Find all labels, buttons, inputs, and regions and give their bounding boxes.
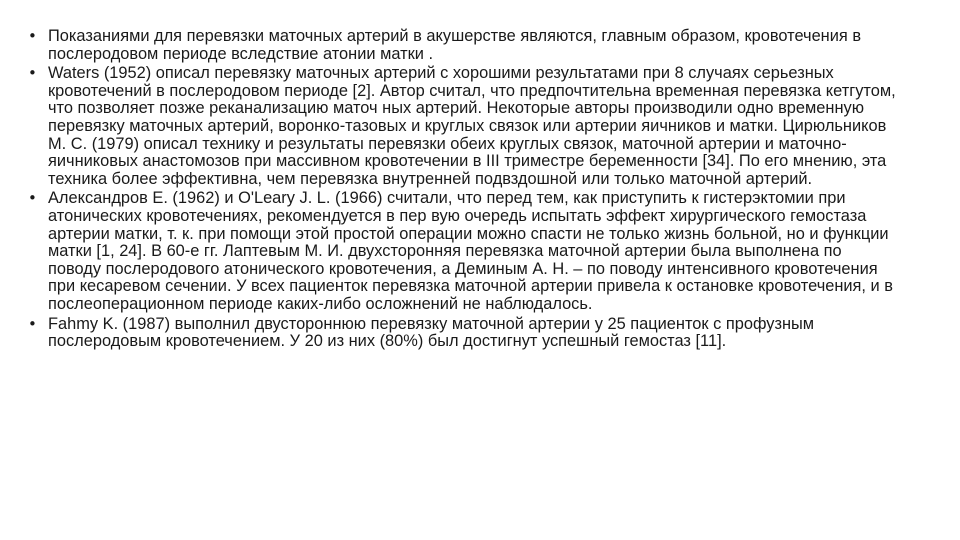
bullet-item-indications	[28, 28, 898, 63]
bullet-dot-icon: •	[28, 189, 37, 208]
bullet-text: Александров Е. (1962) и O'Leary J. L. (1966) считали, что перед тем, как приступить к гистерэктомии при атонических кровотечениях, рекомендуется в пер вую очередь испытать эффект хирургического гемостаза артерии матки, т. к. при помощи этой простой операции можно спасти не только жизнь больной, но и функции матки [1, 24]. В 60-е гг. Лаптевым М. И. двухсторонняя перевязка маточной артерии была выполнена по поводу послеродового атонического кровотечения, а Деминым А. Н. – по поводу интенсивного кровотечения при кесаревом сечении. У всех пациенток перевязка маточной артерии привела к остановке кровотечения, и в послеоперационном периоде каких-либо осложнений не наблюдалось.	[48, 189, 893, 313]
bullet-text: Показаниями для перевязки маточных артерий в акушерстве являются, главным образом, кровотечения в послеродовом периоде вследствие атонии матки .	[48, 27, 862, 63]
bullet-list	[28, 28, 898, 353]
bullet-dot-icon: •	[28, 314, 37, 333]
bullet-item-alexandrov	[28, 190, 898, 313]
bullet-text: Waters (1952) описал перевязку маточных артерий с хорошими результатами при 8 случаях серьезных кровотечений в послеродовом периоде [2]. Автор считал, что предпочтительна временная перевязка кетгутом, что позволяет позже реканализацию маточ ных артерий. Некоторые авторы производили одно временную перевязку маточных артерий, воронко-тазовых и круглых связок или артерии яичников и матки. Цирюльников М. С. (1979) описал технику и результаты перевязки обеих круглых связок, маточной артерии и маточно-яичниковых анастомозов при массивном кровотечении в III триместре беременности [34]. По его мнению, эта техника более эффективна, чем перевязка внутренней подвздошной или только маточной артерий.	[48, 64, 896, 188]
bullet-dot-icon: •	[28, 27, 37, 45]
bullet-text: Fahmy K. (1987) выполнил двустороннюю перевязку маточной артерии у 25 пациенток с профузным послеродовым кровотечением. У 20 из них (80%) был достигнут успешный гемостаз [11].	[48, 314, 815, 351]
bullet-item-fahmy	[28, 316, 898, 351]
bullet-item-waters	[28, 65, 898, 188]
bullet-dot-icon: •	[28, 64, 37, 83]
